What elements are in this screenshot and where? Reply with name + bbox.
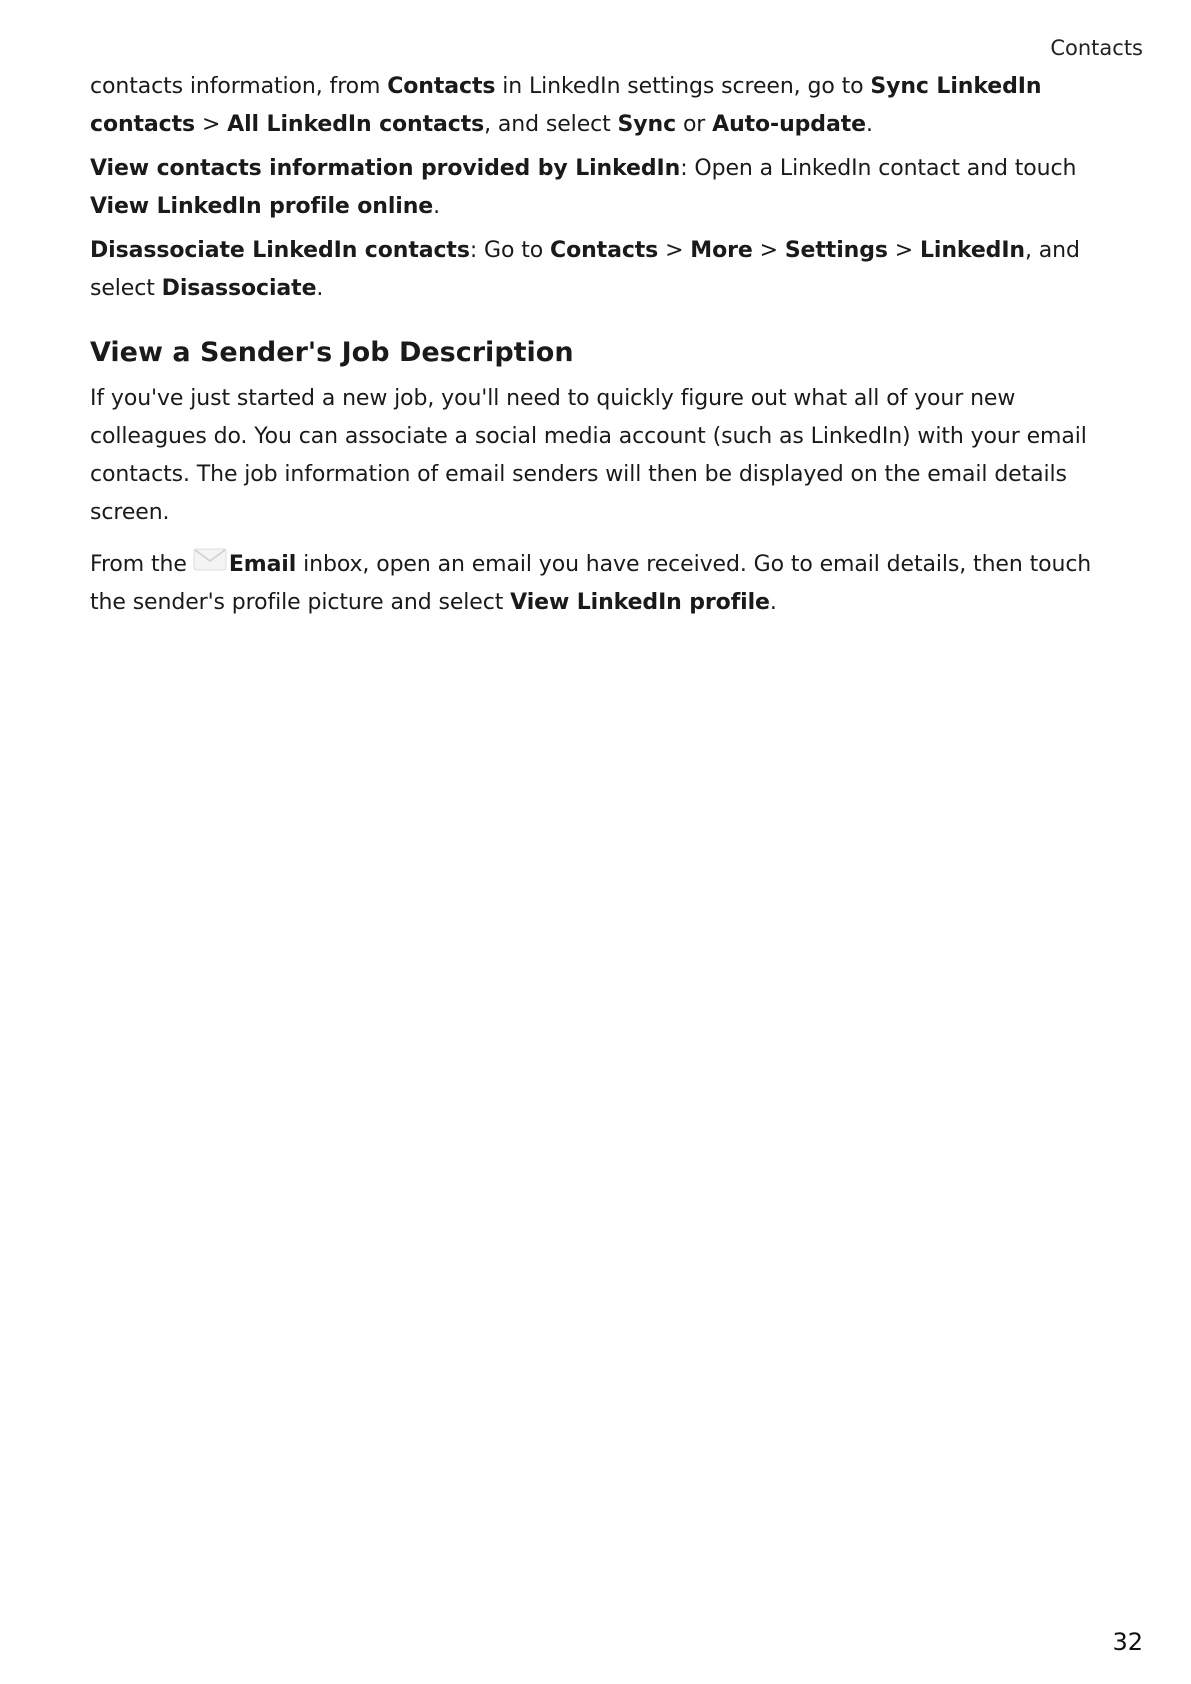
view-linkedin-info-paragraph: View contacts information provided by LinkedIn: Open a LinkedIn contact and touch View LinkedIn profile online.: [90, 156, 1077, 219]
email-icon: [193, 546, 227, 572]
disassociate-paragraph: Disassociate LinkedIn contacts: Go to Contacts > More > Settings > LinkedIn, and select Disassociate.: [90, 238, 1080, 301]
page-content: [90, 68, 1130, 622]
email-step-paragraph: From the Email inbox, open an email you have received. Go to email details, then touch the sender's profile picture and select View LinkedIn profile.: [90, 546, 1130, 622]
section-intro-paragraph: If you've just started a new job, you'll need to quickly figure out what all of your new colleagues do. You can associate a social media account (such as LinkedIn) with your email contacts. The job information of email senders will then be displayed on the email details screen.: [90, 386, 1087, 525]
section-heading: View a Sender's Job Description: [90, 337, 574, 368]
page-number: 32: [1112, 1628, 1143, 1656]
running-header: Contacts: [1050, 36, 1143, 60]
linkedin-sync-paragraph: contacts information, from Contacts in LinkedIn settings screen, go to Sync LinkedIn contacts > All LinkedIn contacts, and select Sync or Auto-update.: [90, 74, 1042, 137]
